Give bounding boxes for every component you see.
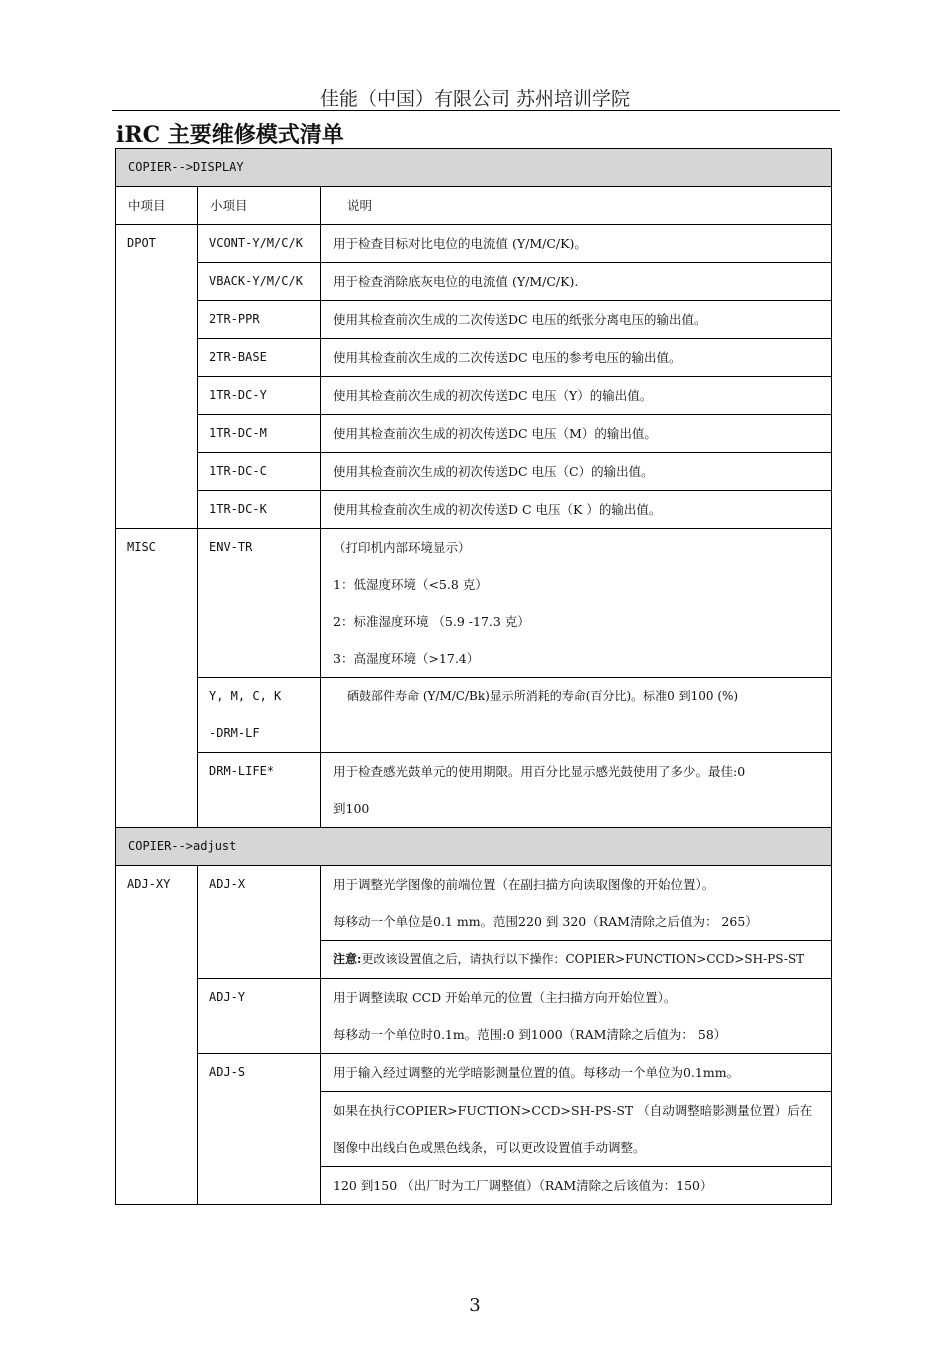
item-cell: 1TR-DC-C: [198, 453, 321, 491]
desc-line: 图像中出线白色或黑色线条，可以更改设置值手动调整。: [333, 1140, 646, 1155]
desc-cell: 用于输入经过调整的光学暗影测量位置的值。每移动一个单位为0.1mm。: [321, 1054, 832, 1092]
column-header-description: 说明: [321, 187, 832, 225]
note-text: 更改该设置值之后，请执行以下操作：COPIER>FUNCTION>CCD>SH-PS-ST: [361, 952, 805, 966]
group-dpot: DPOT: [116, 225, 198, 529]
item-line: Y, M, C, K: [209, 689, 282, 703]
desc-line: （打印机内部环境显示）: [333, 540, 471, 555]
desc-line: 用于调整光学图像的前端位置（在副扫描方向读取图像的开始位置）。: [333, 877, 715, 892]
table-row: [116, 301, 832, 339]
item-cell: 2TR-BASE: [198, 339, 321, 377]
section-title-adjust: COPIER-->adjust: [116, 828, 832, 866]
item-cell: 1TR-DC-M: [198, 415, 321, 453]
header-rule: [112, 110, 840, 111]
desc-cell: [321, 1092, 832, 1167]
group-misc: MISC: [116, 529, 198, 828]
item-cell: ADJ-X: [198, 866, 321, 979]
item-cell: 2TR-PPR: [198, 301, 321, 339]
table-row: [116, 753, 832, 828]
section-title-display: COPIER-->DISPLAY: [116, 149, 832, 187]
group-adj-xy: ADJ-XY: [116, 866, 198, 1205]
page-header: 佳能（中国）有限公司 苏州培训学院: [319, 88, 631, 110]
desc-cell: 使用其检查前次生成的二次传送DC 电压的纸张分离电压的输出值。: [321, 301, 832, 339]
column-header-main-item: 中项目: [116, 187, 198, 225]
item-cell: ADJ-Y: [198, 979, 321, 1054]
note-cell: [321, 941, 832, 979]
table-row: [116, 415, 832, 453]
desc-cell: [321, 866, 832, 941]
desc-cell: [321, 979, 832, 1054]
page-title: iRC 主要维修模式清单: [116, 122, 344, 148]
section-row-adjust: [116, 828, 832, 866]
desc-cell: 用于检查目标对比电位的电流值 (Y/M/C/K)。: [321, 225, 832, 263]
table-row: [116, 377, 832, 415]
table-row: [116, 678, 832, 753]
item-cell: [198, 678, 321, 753]
desc-cell: 用于检查消除底灰电位的电流值 (Y/M/C/K).: [321, 263, 832, 301]
table-row: [116, 491, 832, 529]
desc-line: 每移动一个单位是0.1 mm。范围220 到 320（RAM清除之后值为： 265）: [333, 914, 758, 929]
item-cell: VCONT-Y/M/C/K: [198, 225, 321, 263]
desc-cell: 使用其检查前次生成的初次传送DC 电压（M）的输出值。: [321, 415, 832, 453]
desc-line: 3：高湿度环境（>17.4）: [333, 651, 480, 666]
item-cell: DRM-LIFE*: [198, 753, 321, 828]
desc-cell: [321, 529, 832, 678]
desc-line: 用于调整读取 CCD 开始单元的位置（主扫描方向开始位置）。: [333, 990, 677, 1005]
desc-cell: 硒鼓部件寿命 (Y/M/C/Bk)显示所消耗的寿命(百分比)。标准0 到100 (%): [321, 678, 832, 753]
column-header-sub-item: 小项目: [198, 187, 321, 225]
section-row-display: [116, 149, 832, 187]
page-number: 3: [469, 1295, 481, 1316]
desc-line: 用于检查感光鼓单元的使用期限。用百分比显示感光鼓使用了多少。最佳:0: [333, 764, 746, 779]
table-row: [116, 529, 832, 678]
desc-line: 如果在执行COPIER>FUCTION>CCD>SH-PS-ST （自动调整暗影测量位置）后在: [333, 1103, 813, 1118]
desc-line: 1：低湿度环境（<5.8 克）: [333, 577, 488, 592]
desc-cell: 使用其检查前次生成的二次传送DC 电压的参考电压的输出值。: [321, 339, 832, 377]
header-row: [116, 187, 832, 225]
table-row: [116, 453, 832, 491]
desc-cell: 使用其检查前次生成的初次传送D C 电压（K ）的输出值。: [321, 491, 832, 529]
note-label: 注意:: [333, 952, 362, 966]
item-line: -DRM-LF: [209, 726, 260, 740]
table-row: [116, 866, 832, 941]
table-row: [116, 263, 832, 301]
maintenance-mode-table: [115, 148, 832, 1205]
desc-cell: 使用其检查前次生成的初次传送DC 电压（Y）的输出值。: [321, 377, 832, 415]
item-cell: ENV-TR: [198, 529, 321, 678]
desc-line: 到100: [333, 801, 370, 816]
table-row: [116, 339, 832, 377]
desc-cell: 120 到150 （出厂时为工厂调整值）（RAM清除之后该值为：150）: [321, 1167, 832, 1205]
item-cell: VBACK-Y/M/C/K: [198, 263, 321, 301]
item-cell: 1TR-DC-K: [198, 491, 321, 529]
desc-cell: [321, 753, 832, 828]
table-row: [116, 979, 832, 1054]
table-row: [116, 1054, 832, 1092]
desc-line: 2：标准湿度环境 （5.9 -17.3 克）: [333, 614, 530, 629]
desc-line: 每移动一个单位时0.1m。范围:0 到1000（RAM清除之后值为： 58）: [333, 1027, 727, 1042]
table-row: [116, 225, 832, 263]
item-cell: ADJ-S: [198, 1054, 321, 1205]
item-cell: 1TR-DC-Y: [198, 377, 321, 415]
desc-cell: 使用其检查前次生成的初次传送DC 电压（C）的输出值。: [321, 453, 832, 491]
